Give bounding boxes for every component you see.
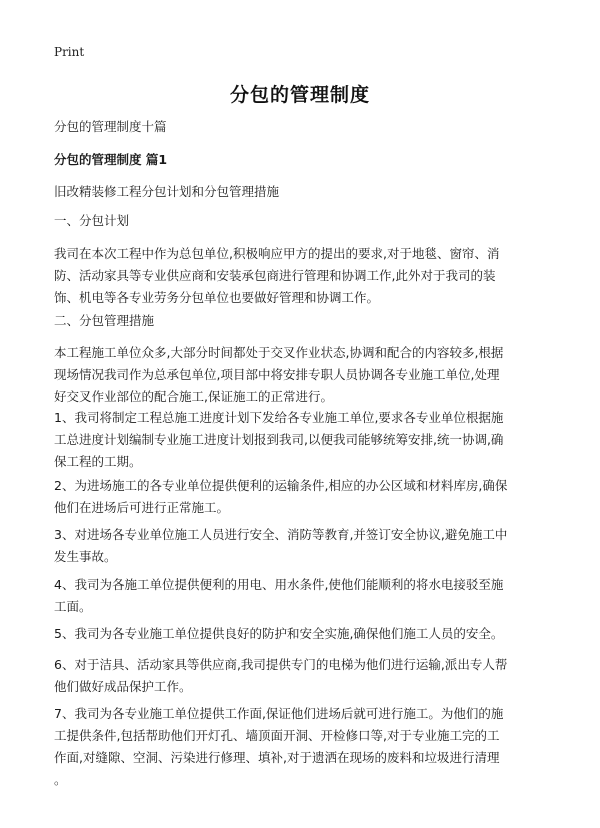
list-item — [54, 574, 554, 618]
document-subtitle: 分包的管理制度十篇 — [54, 119, 167, 134]
paragraph-line: 工面。 — [54, 599, 92, 614]
paragraph-line: 好交叉作业部位的配合施工,保证施工的正常进行。 — [54, 389, 333, 404]
list-item — [54, 654, 554, 698]
paragraph-measures — [54, 342, 554, 408]
paragraph-line: 我司在本次工程中作为总包单位,积极响应甲方的提出的要求,对于地毯、窗帘、消 — [54, 246, 500, 261]
list-item — [54, 703, 554, 791]
paragraph-line: 5、我司为各专业施工单位提供良好的防护和安全实施,确保他们施工人员的安全。 — [54, 626, 504, 641]
paragraph-line: 他们在进场后可进行正常施工。 — [54, 500, 230, 515]
paragraph-line: 饰、机电等各专业劳务分包单位也要做好管理和协调工作。 — [54, 290, 380, 305]
paragraph-line: 防、活动家具等专业供应商和安装承包商进行管理和协调工作,此外对于我司的装 — [54, 268, 496, 283]
paragraph-line: 作面,对缝隙、空洞、污染进行修理、填补,对于遗洒在现场的废料和垃圾进行清理 — [54, 750, 500, 765]
section-heading: 分包的管理制度 篇1 — [54, 152, 168, 167]
paragraph-line: 2、为进场施工的各专业单位提供便利的运输条件,相应的办公区域和材料库房,确保 — [54, 478, 508, 493]
list-item — [54, 407, 554, 473]
paragraph-line: 他们做好成品保护工作。 — [54, 679, 192, 694]
paragraph-line: 4、我司为各施工单位提供便利的用电、用水条件,使他们能顺利的将水电接驳至施 — [54, 577, 504, 592]
list-item — [54, 524, 554, 568]
paragraph-line: 7、我司为各专业施工单位提供工作面,保证他们进场后就可进行施工。为他们的施 — [54, 706, 504, 721]
paragraph-line: 。 — [54, 772, 67, 787]
paragraph-line: 现场情况我司作为总承包单位,项目部中将安排专职人员协调各专业施工单位,处理 — [54, 367, 500, 382]
paragraph-line: 1、我司将制定工程总施工进度计划下发给各专业施工单位,要求各专业单位根据施 — [54, 410, 504, 425]
list-item — [54, 475, 554, 519]
paragraph-line: 保工程的工期。 — [54, 454, 142, 469]
project-line: 旧改精装修工程分包计划和分包管理措施 — [54, 184, 280, 199]
paragraph-line: 本工程施工单位众多,大部分时间都处于交叉作业状态,协调和配合的内容较多,根据 — [54, 345, 504, 360]
page-title: 分包的管理制度 — [229, 84, 370, 106]
paragraph-line: 3、对进场各专业单位施工人员进行安全、消防等教育,并签订安全协议,避免施工中 — [54, 527, 508, 542]
print-label: Print — [54, 45, 85, 59]
paragraph-plan — [54, 243, 554, 309]
heading-management-measures: 二、分包管理措施 — [54, 313, 155, 328]
list-item — [54, 623, 554, 645]
heading-subcontract-plan: 一、分包计划 — [54, 213, 130, 228]
paragraph-line: 6、对于洁具、活动家具等供应商,我司提供专门的电梯为他们进行运输,派出专人帮 — [54, 657, 508, 672]
paragraph-line: 工提供条件,包括帮助他们开灯孔、墙顶面开洞、开检修口等,对于专业施工完的工 — [54, 728, 500, 743]
paragraph-line: 工总进度计划编制专业施工进度计划报到我司,以便我司能够统筹安排,统一协调,确 — [54, 432, 504, 447]
paragraph-line: 发生事故。 — [54, 549, 117, 564]
